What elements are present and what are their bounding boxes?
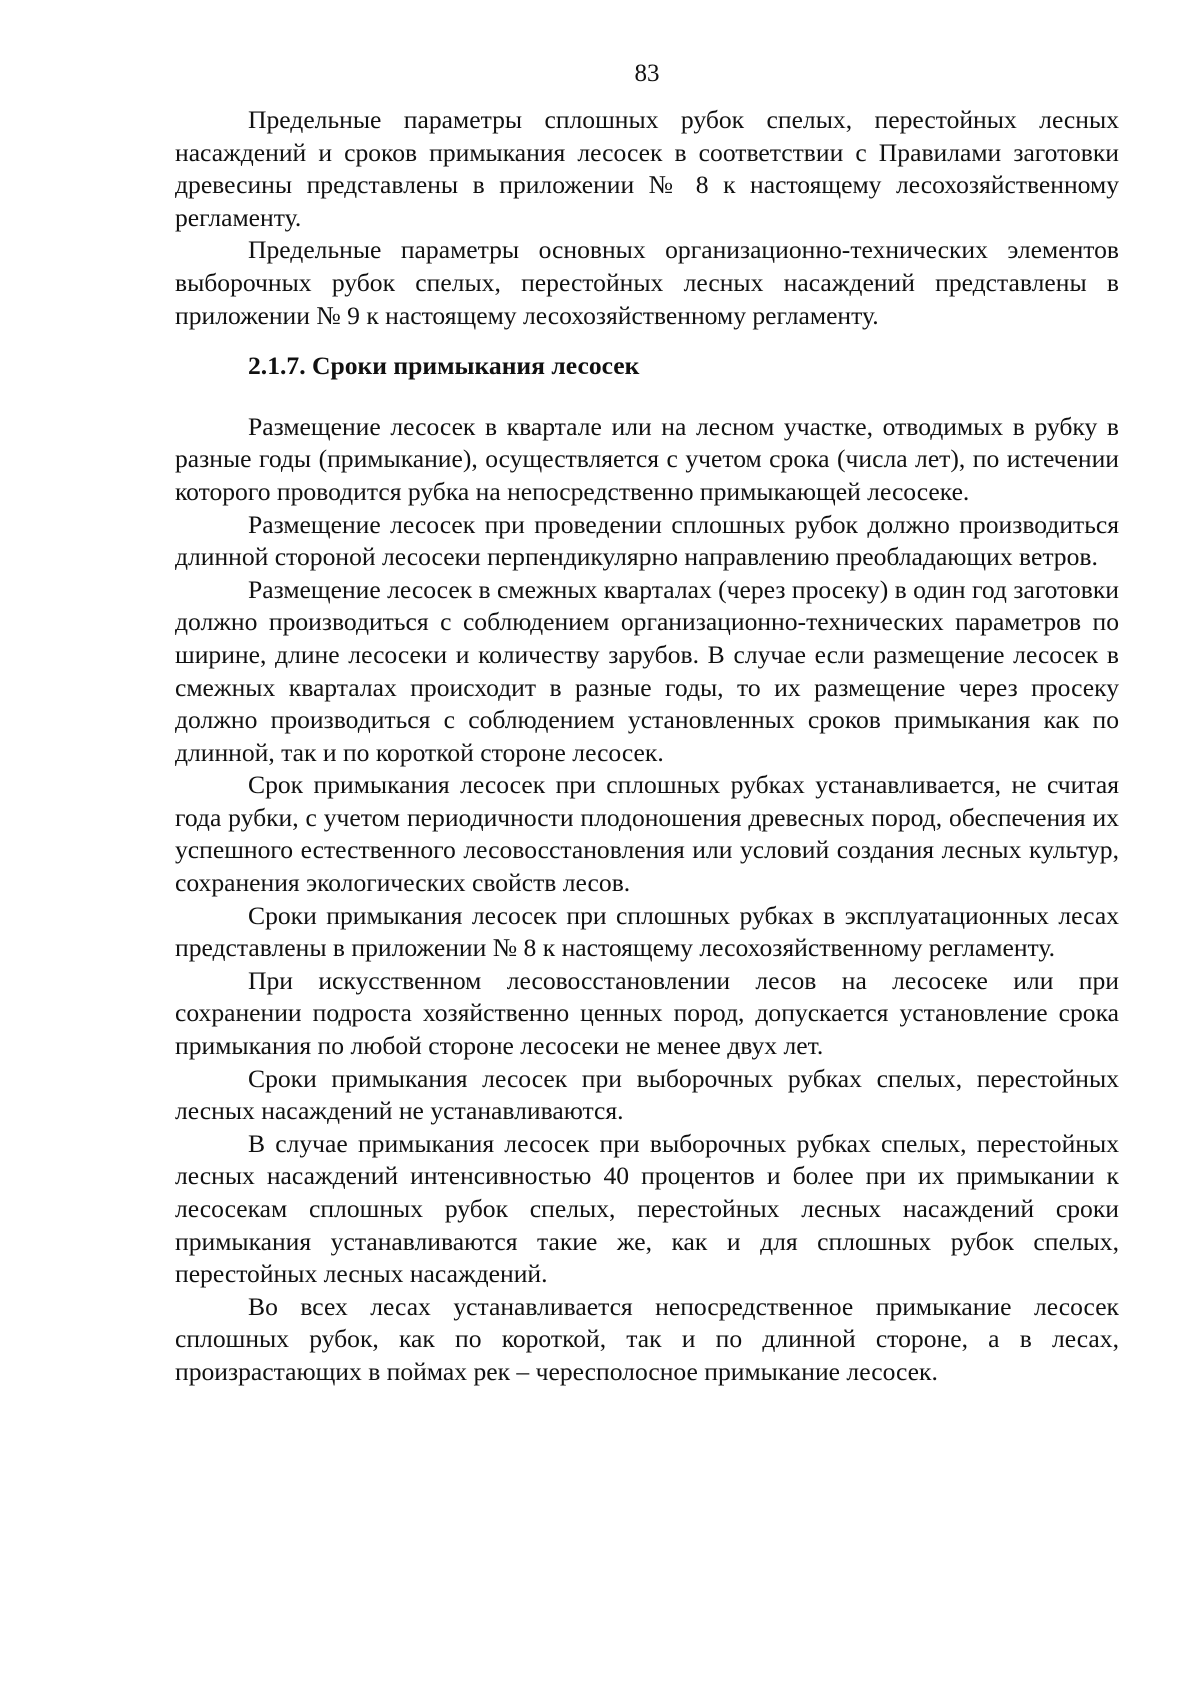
paragraph-artificial-regeneration: При искусственном лесовосстановлении лесов на лесосеке или при сохранении подроста хозяйственно ценных пород, допускается установление срока примыкания по любой стороне лесосеки не менее двух лет. xyxy=(175,965,1119,1061)
paragraph-direct-adjacency: Во всех лесах устанавливается непосредственное примыкание лесосек сплошных рубок, как по короткой, так и по длинной стороне, а в лесах, произрастающих в поймах рек – чересполосное примыкание лесосек. xyxy=(175,1291,1119,1386)
paragraph-adjacency-terms-appendix: Сроки примыкания лесосек при сплошных рубках в эксплуатационных лесах представлены в приложении № 8 к настоящему лесохозяйственному регламенту. xyxy=(175,900,1119,963)
paragraph-cutting-parameters: Предельные параметры сплошных рубок спелых, перестойных лесных насаждений и сроков примыкания лесосек в соответствии с Правилами заготовки древесины представлены в приложении № 8 к настоящему лесохозяйственному регламенту. xyxy=(175,105,1119,232)
section-heading: 2.1.7. Сроки примыкания лесосек xyxy=(248,351,640,381)
document-page xyxy=(175,58,1119,1389)
paragraph-selective-parameters: Предельные параметры основных организационно-технических элементов выборочных рубок спелых, перестойных лесных насаждений представлены в приложении № 9 к настоящему лесохозяйственному регламенту. xyxy=(175,235,1119,330)
paragraph-selective-no-terms: Сроки примыкания лесосек при выборочных рубках спелых, перестойных лесных насаждений не устанавливаются. xyxy=(175,1063,1119,1126)
section-body xyxy=(175,411,1119,1389)
page-number: 83 xyxy=(634,60,660,87)
paragraph-placement-general: Размещение лесосек в квартале или на лесном участке, отводимых в рубку в разные годы (примыкание), осуществляется с учетом срока (числа лет), по истечении которого проводится рубка на непосредственно примыкающей лесосеке. xyxy=(175,411,1119,506)
paragraph-selective-intensity: В случае примыкания лесосек при выборочных рубках спелых, перестойных лесных насаждений интенсивностью 40 процентов и более при их примыкании к лесосекам сплошных рубок спелых, перестойных лесных насаждений сроки примыкания устанавливаются такие же, как и для сплошных рубок спелых, перестойных лесных насаждений. xyxy=(175,1128,1119,1289)
paragraph-adjacency-term: Срок примыкания лесосек при сплошных рубках устанавливается, не считая года рубки, с учетом периодичности плодоношения древесных пород, обеспечения их успешного естественного лесовосстановления или условий создания лесных культур, сохранения экологических свойств лесов. xyxy=(175,770,1119,898)
paragraph-placement-wind: Размещение лесосек при проведении сплошных рубок должно производиться длинной стороной лесосеки перпендикулярно направлению преобладающих ветров. xyxy=(175,509,1119,572)
paragraph-placement-adjacent-quarters: Размещение лесосек в смежных кварталах (через просеку) в один год заготовки должно производиться с соблюдением организационно-технических параметров по ширине, длине лесосеки и количеству зарубов. В случае если размещение лесосек в смежных кварталах происходит в разные годы, то их размещение через просеку должно производиться с соблюдением установленных сроков примыкания как по длинной, так и по короткой стороне лесосек. xyxy=(175,574,1119,767)
